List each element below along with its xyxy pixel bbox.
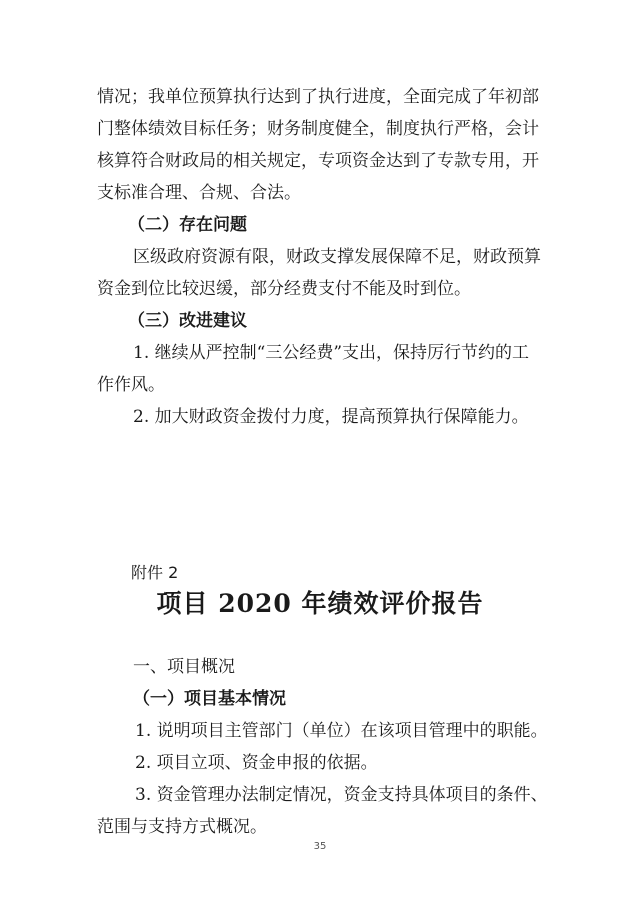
suggestion-line: 2. 加大财政资金拨付力度，提高预算执行保障能力。 [133, 407, 529, 427]
paragraph-line: 区级政府资源有限，财政支撑发展保障不足，财政预算 [133, 247, 541, 267]
list-item: 3. 资金管理办法制定情况，资金支持具体项目的条件、 [135, 785, 548, 805]
suggestion-line: 作作风。 [97, 375, 165, 395]
list-item: 1. 说明项目主管部门（单位）在该项目管理中的职能。 [135, 721, 548, 741]
list-item: 2. 项目立项、资金申报的依据。 [135, 753, 378, 773]
subsection-heading: （一）项目基本情况 [133, 689, 286, 709]
paragraph-line: 核算符合财政局的相关规定，专项资金达到了专款专用，开 [97, 151, 539, 171]
list-item-continuation: 范围与支持方式概况。 [97, 817, 267, 837]
attachment-label: 附件 2 [131, 563, 179, 582]
heading-suggestions: （三）改进建议 [128, 311, 247, 331]
heading-existing-issues: （二）存在问题 [128, 215, 247, 235]
section-heading: 一、项目概况 [133, 657, 235, 677]
paragraph-line: 情况；我单位预算执行达到了执行进度，全面完成了年初部 [97, 87, 539, 107]
paragraph-line: 支标准合理、合规、合法。 [97, 183, 301, 203]
page-number: 35 [313, 841, 327, 852]
suggestion-line: 1. 继续从严控制“三公经费”支出，保持厉行节约的工 [133, 343, 530, 363]
paragraph-line: 资金到位比较迟缓，部分经费支付不能及时到位。 [97, 279, 471, 299]
paragraph-line: 门整体绩效目标任务；财务制度健全，制度执行严格，会计 [97, 119, 539, 139]
report-title: 项目 2020 年绩效评价报告 [156, 589, 484, 618]
